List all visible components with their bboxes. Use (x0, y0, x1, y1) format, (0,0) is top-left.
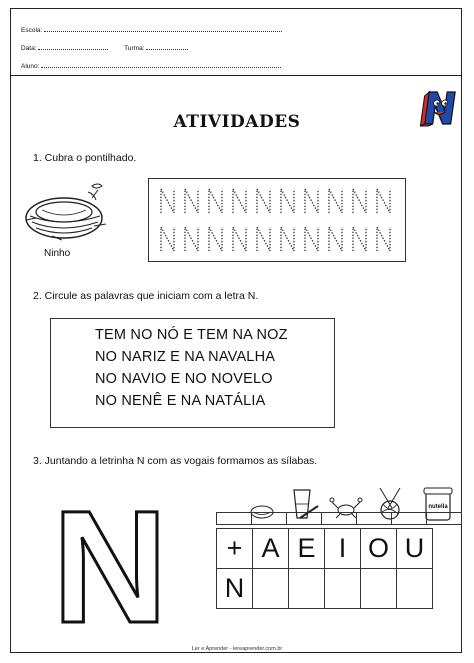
date-field: Data: Turma: (21, 43, 188, 52)
grid-answer-cell[interactable] (253, 569, 289, 609)
word-line[interactable]: TEM NO NÓ E TEM NA NOZ (95, 327, 288, 343)
class-line[interactable] (146, 43, 188, 50)
dotted-letter-n[interactable] (303, 188, 320, 214)
student-line[interactable] (41, 61, 281, 68)
dotted-letter-n[interactable] (207, 188, 224, 214)
picture-boxes-strip (216, 512, 472, 526)
grid-cell: O (361, 529, 397, 569)
dotted-letter-n[interactable] (303, 226, 320, 252)
question-1-prompt: 1. Cubra o pontilhado. (33, 152, 137, 164)
date-line[interactable] (38, 43, 108, 50)
dotted-letter-n[interactable] (159, 226, 176, 252)
dotted-letter-n[interactable] (351, 188, 368, 214)
dotted-letter-n[interactable] (255, 226, 272, 252)
grid-cell: U (397, 529, 433, 569)
question-3-prompt: 3. Juntando a letrinha N com as vogais formamos as sílabas. (33, 455, 318, 467)
nest-label: Ninho (44, 248, 71, 259)
dotted-letter-n[interactable] (255, 188, 272, 214)
grid-answer-cell[interactable] (289, 569, 325, 609)
dotted-letter-n[interactable] (159, 188, 176, 214)
dotted-letter-n[interactable] (183, 226, 200, 252)
grid-answer-cell[interactable] (325, 569, 361, 609)
nest-icon (22, 180, 112, 246)
dotted-letter-n[interactable] (231, 226, 248, 252)
word-line[interactable]: NO NARIZ E NA NAVALHA (95, 349, 276, 365)
word-line[interactable]: NO NAVIO E NO NOVELO (95, 371, 273, 387)
student-info-header (11, 9, 461, 76)
grid-cell: I (325, 529, 361, 569)
page-title: ATIVIDADES (173, 112, 301, 132)
dotted-letter-n[interactable] (231, 188, 248, 214)
question-2-prompt: 2. Circule as palavras que iniciam com a letra N. (33, 290, 259, 302)
big-letter-n: N (52, 500, 168, 630)
tracing-box (148, 178, 406, 262)
grid-answer-cell[interactable] (397, 569, 433, 609)
letter-n-badge-icon (420, 86, 458, 128)
grid-cell: + (217, 529, 253, 569)
dotted-letter-n[interactable] (207, 226, 224, 252)
dotted-letter-n[interactable] (327, 188, 344, 214)
big-outline-letter-n (50, 500, 170, 630)
footer-credit: Ler e Aprender - lereaprender.com.br (191, 646, 283, 652)
dotted-letter-n[interactable] (351, 226, 368, 252)
grid-row-syllables (217, 569, 433, 609)
tracing-row-2 (159, 226, 392, 252)
grid-row-vowels (217, 529, 433, 569)
dotted-letter-n[interactable] (375, 188, 392, 214)
tracing-row-1 (159, 188, 392, 214)
dotted-letter-n[interactable] (279, 226, 296, 252)
grid-cell: A (253, 529, 289, 569)
words-box (50, 318, 335, 428)
dotted-letter-n[interactable] (375, 226, 392, 252)
dotted-letter-n[interactable] (327, 226, 344, 252)
school-line[interactable] (44, 25, 282, 32)
dotted-letter-n[interactable] (279, 188, 296, 214)
word-line[interactable]: NO NENÊ E NA NATÁLIA (95, 393, 266, 409)
student-field: Aluno: (21, 61, 281, 70)
dotted-letter-n[interactable] (183, 188, 200, 214)
grid-answer-cell[interactable] (361, 569, 397, 609)
grid-cell: E (289, 529, 325, 569)
syllable-grid (216, 528, 433, 609)
nutella-label: nutella (428, 504, 448, 510)
grid-cell: N (217, 569, 253, 609)
school-field: Escola: (21, 25, 282, 34)
